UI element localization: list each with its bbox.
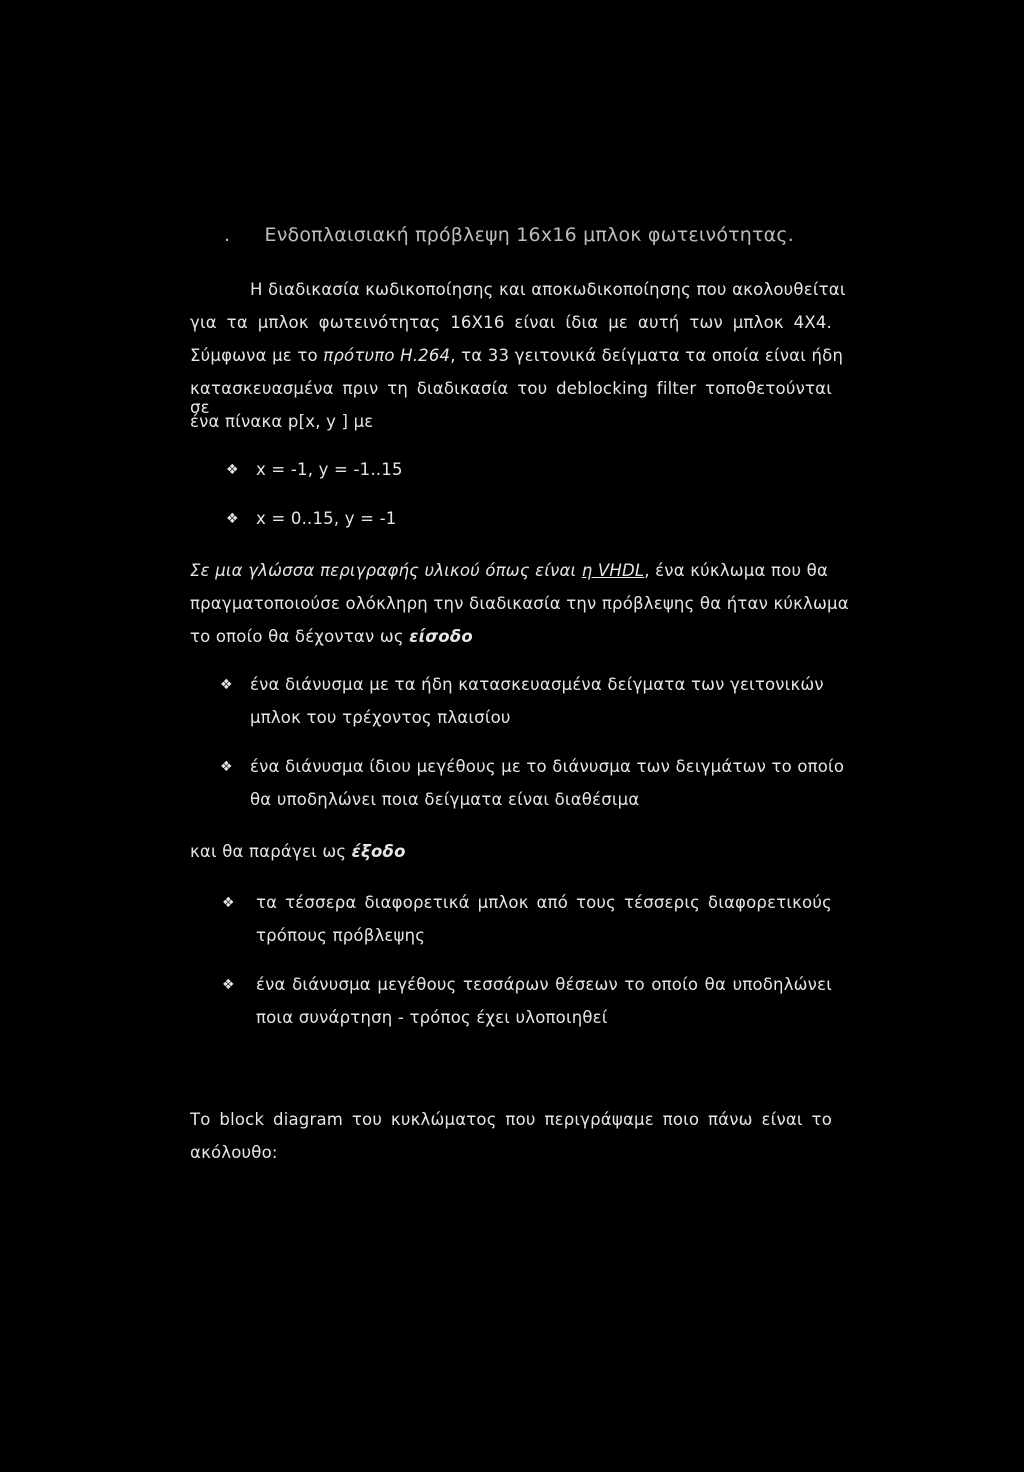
input-item-1-line-2: μπλοκ του τρέχοντος πλαισίου: [250, 708, 511, 727]
input-bullet-icon: ❖: [220, 759, 233, 775]
intro-line-3-pre: Σύμφωνα με το: [190, 346, 324, 365]
intro-line-3: [190, 346, 843, 365]
vhdl-line-2: πραγματοποιούσε ολόκληρη την διαδικασία την πρόβλεψης θα ήταν κύκλωμα: [190, 594, 849, 613]
output-intro: [190, 842, 406, 861]
vhdl-link-text: η VHDL: [581, 561, 645, 580]
coord-item-2: x = 0..15, y = -1: [256, 509, 397, 528]
output-item-2-line-2: ποια συνάρτηση - τρόπος έχει υλοποιηθεί: [256, 1008, 608, 1027]
block-diagram-line-2: ακόλουθο:: [190, 1143, 278, 1162]
output-item-2-line-1: ένα διάνυσμα μεγέθους τεσσάρων θέσεων το οποίο θα υποδηλώνει: [256, 975, 832, 994]
coord-bullet-icon: ❖: [226, 462, 239, 478]
input-item-2-line-2: θα υποδηλώνει ποια δείγματα είναι διαθέσιμα: [250, 790, 640, 809]
intro-line-2: για τα μπλοκ φωτεινότητας 16X16 είναι ίδια με αυτή των μπλοκ 4X4.: [190, 313, 832, 332]
output-item-1-line-2: τρόπους πρόβλεψης: [256, 926, 426, 945]
output-item-1-line-1: τα τέσσερα διαφορετικά μπλοκ από τους τέσσερις διαφορετικούς: [256, 893, 832, 912]
block-diagram-line-1: Το block diagram του κυκλώματος που περιγράψαμε ποιο πάνω είναι το: [190, 1110, 832, 1129]
vhdl-line-1-post: , ένα κύκλωμα που θα: [644, 561, 829, 580]
vhdl-line-3: [190, 627, 473, 646]
coord-item-1: x = -1, y = -1..15: [256, 460, 403, 479]
intro-line-4: κατασκευασμένα πριν τη διαδικασία του deblocking filter τοποθετούνται σε: [190, 379, 832, 417]
heading-bullet: .: [224, 224, 231, 246]
standard-reference: πρότυπο H.264: [323, 346, 451, 365]
coord-bullet-icon: ❖: [226, 511, 239, 527]
section-heading: [224, 224, 794, 246]
vhdl-line-3-pre: το οποίο θα δέχονταν ως: [190, 627, 410, 646]
input-keyword: είσοδο: [409, 627, 473, 646]
input-item-1-line-1: ένα διάνυσμα με τα ήδη κατασκευασμένα δείγματα των γειτονικών: [250, 675, 824, 694]
intro-line-5: ένα πίνακα p[x, y ] με: [190, 412, 374, 431]
input-bullet-icon: ❖: [220, 677, 233, 693]
intro-line-3-post: , τα 33 γειτονικά δείγματα τα οποία είναι ήδη: [450, 346, 844, 365]
input-item-2-line-1: ένα διάνυσμα ίδιου μεγέθους με το διάνυσμα των δειγμάτων το οποίο: [250, 757, 845, 776]
output-intro-pre: και θα παράγει ως: [190, 842, 352, 861]
vhdl-line-1-italic: Σε μια γλώσσα περιγραφής υλικού όπως είναι: [190, 561, 582, 580]
vhdl-line-1: [190, 561, 828, 580]
output-keyword: έξοδο: [351, 842, 406, 861]
output-bullet-icon: ❖: [222, 977, 235, 993]
output-bullet-icon: ❖: [222, 895, 235, 911]
heading-text: Ενδοπλαισιακή πρόβλεψη 16x16 μπλοκ φωτεινότητας.: [264, 224, 794, 246]
intro-line-1: Η διαδικασία κωδικοποίησης και αποκωδικοποίησης που ακολουθείται: [250, 280, 846, 299]
